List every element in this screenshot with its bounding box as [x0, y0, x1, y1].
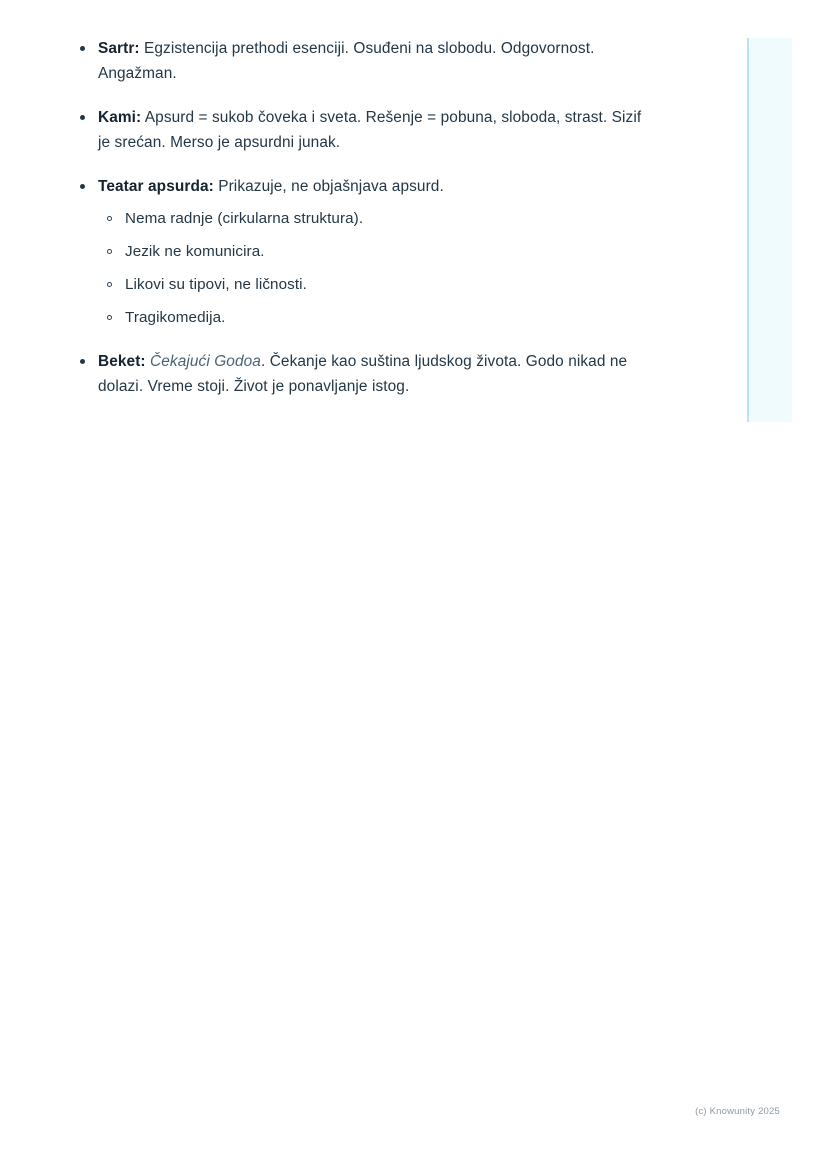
bullet-text: . Čekanje kao suština ljudskog života. Godo nikad ne dolazi. Vreme stoji. Život je ponavljanje istog.	[98, 353, 628, 395]
side-panel-decoration	[749, 38, 792, 422]
list-item: Tragikomedija.	[98, 306, 652, 330]
bullet-text: Egzistencija prethodi esenciji. Osuđeni na slobodu. Odgovornost. Angažman.	[98, 40, 595, 82]
bullet-lead: Beket:	[98, 353, 146, 370]
main-bullet-list	[72, 36, 652, 399]
bullet-lead: Kami:	[98, 109, 142, 126]
list-item: Jezik ne komunicira.	[98, 240, 652, 264]
bullet-lead: Sartr:	[98, 40, 140, 57]
bullet-text: Prikazuje, ne objašnjava apsurd.	[213, 178, 444, 195]
bullet-lead: Teatar apsurda:	[98, 178, 214, 195]
list-item: Nema radnje (cirkularna struktura).	[98, 207, 652, 231]
list-item	[72, 174, 652, 330]
bullet-italic-title: Čekajući Godoa	[145, 353, 261, 370]
list-item: Likovi su tipovi, ne ličnosti.	[98, 273, 652, 297]
sub-bullet-list	[98, 207, 652, 330]
list-item	[72, 105, 652, 155]
footer-copyright: (c) Knowunity 2025	[695, 1106, 780, 1117]
list-item	[72, 349, 652, 399]
bullet-text: Apsurd = sukob čoveka i sveta. Rešenje = pobuna, sloboda, strast. Sizif je srećan. Merso je apsurdni junak.	[98, 109, 642, 151]
document-content	[72, 36, 652, 418]
list-item	[72, 36, 652, 86]
